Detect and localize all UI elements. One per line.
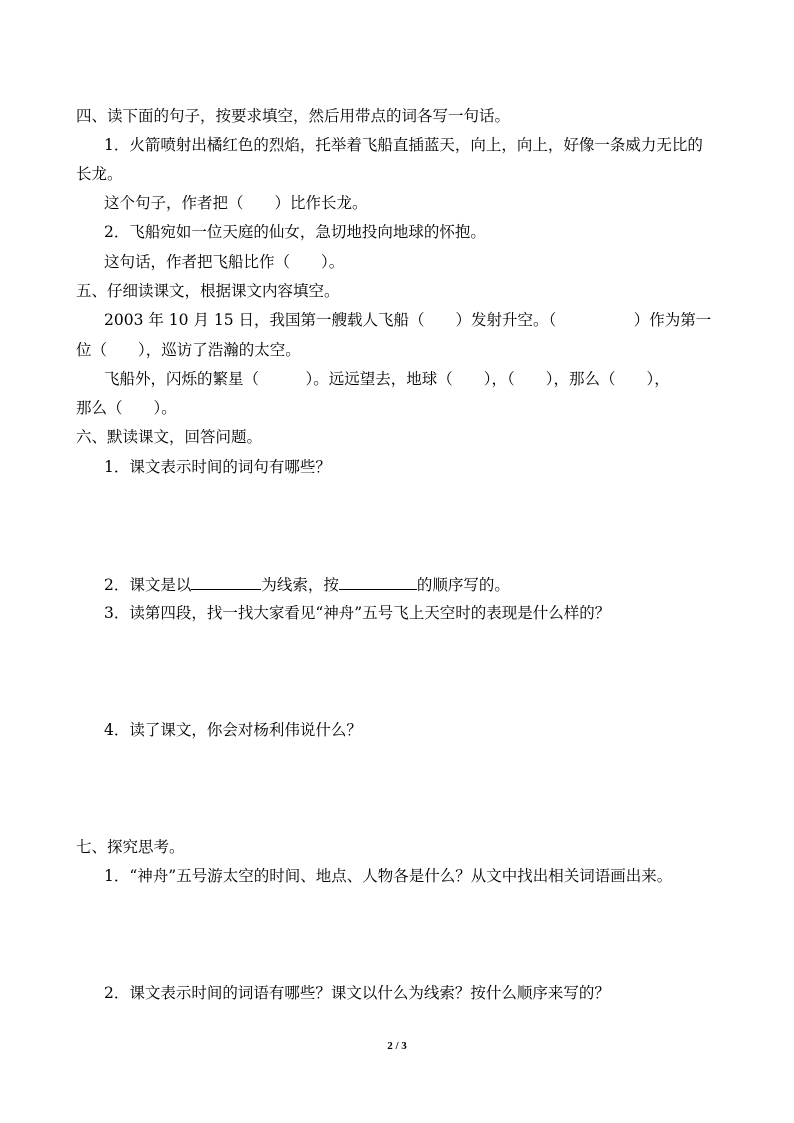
- s4-q1-line1: 1．火箭喷射出橘红色的烈焰，托举着飞船直插蓝天，向上，向上，好像一条威力无比的: [104, 136, 703, 154]
- s4-q1-line2: 长龙。: [76, 165, 123, 183]
- answer-blank-order[interactable]: [339, 574, 417, 590]
- s6-q2-part1: 2．课文是以: [104, 576, 192, 594]
- s6-q2-part2: 为线索，按: [261, 576, 339, 594]
- s6-q2-part3: 的顺序写的。: [416, 576, 510, 594]
- s6-q3: 3．读第四段，找一找大家看见“神舟”五号飞上天空时的表现是什么样的？: [104, 604, 611, 622]
- s5-p2-line2: 那么（ ）。: [76, 399, 177, 417]
- s7-q1: 1．“神舟”五号游太空的时间、地点、人物各是什么？从文中找出相关词语画出来。: [104, 867, 673, 885]
- s4-q1-fill: 这个句子，作者把（ ）比作长龙。: [104, 194, 368, 212]
- s6-q2: [104, 574, 510, 595]
- answer-blank-clue[interactable]: [191, 574, 261, 590]
- section-4-heading: 四、读下面的句子，按要求填空，然后用带点的词各写一句话。: [76, 107, 511, 125]
- section-7-heading: 七、探究思考。: [76, 838, 185, 856]
- s5-p2-line1: 飞船外，闪烁的繁星（ ）。远远望去，地球（ ），（ ），那么（ ），: [104, 370, 670, 388]
- section-6-heading: 六、默读课文，回答问题。: [76, 428, 263, 446]
- s6-q1: 1．课文表示时间的词句有哪些？: [104, 458, 331, 476]
- s6-q4: 4．读了课文，你会对杨利伟说什么？: [104, 721, 362, 739]
- s4-q2-fill: 这句话，作者把飞船比作（ ）。: [104, 253, 345, 271]
- s5-p1-line2: 位（ ），巡访了浩瀚的太空。: [76, 341, 301, 359]
- s5-p1-line1: 2003 年 10 月 15 日，我国第一艘载人飞船（ ）发射升空。（ ）作为第一: [104, 311, 712, 329]
- page-number: 2 / 3: [387, 1040, 407, 1052]
- s4-q2-line: 2．飞船宛如一位天庭的仙女，急切地投向地球的怀抱。: [104, 223, 486, 241]
- section-5-heading: 五、仔细读课文，根据课文内容填空。: [76, 282, 340, 300]
- s7-q2: 2．课文表示时间的词语有哪些？课文以什么为线索？按什么顺序来写的？: [104, 984, 610, 1002]
